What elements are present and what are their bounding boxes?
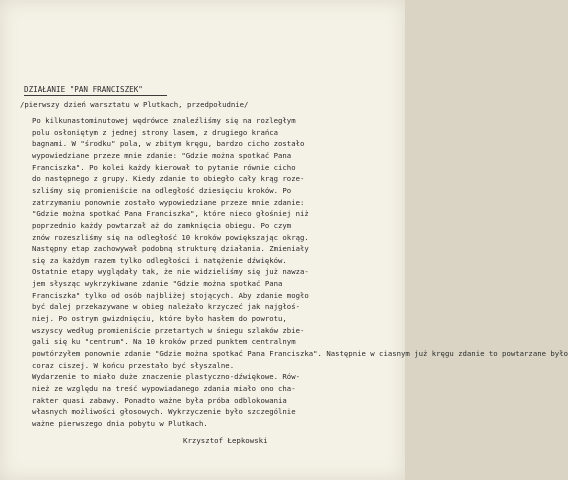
body-line: polu osłoniętym z jednej strony lasem, z drugiego krańca	[32, 127, 279, 137]
body-line: wypowiedziane przeze mnie zdanie: "Gdzie można spotkać Pana	[32, 150, 292, 160]
body-line: zatrzymaniu ponownie zostało wypowiedziane przeze mnie zdanie:	[32, 197, 305, 207]
body-line: coraz ciszej. W końcu przestało być słyszalne.	[32, 360, 235, 370]
body-line: Następny etap zachowywał podobną strukturę działania. Zmieniały	[32, 244, 309, 254]
body-line: ważne pierwszego dnia pobytu w Plutkach.	[32, 418, 208, 428]
document-subtitle: /pierwszy dzień warsztatu w Plutkach, przedpołudnie/	[20, 100, 249, 109]
body-line: bagnami. W "środku" pola, w zbitym kręgu, bardzo cicho zostało	[32, 139, 305, 149]
body-line: Po kilkunastominutowej wędrówce znaleźliśmy się na rozległym	[32, 116, 296, 125]
body-line: być dalej przekazywane w obieg należało krzyczeć jak najgłoś-	[32, 302, 300, 312]
body-line: rakter quasi zabawy. Ponadto ważne była próba odblokowania	[32, 395, 287, 405]
body-line: wszyscy według promieniście przetartych w śniegu szlaków zbie-	[32, 325, 305, 335]
body-line: niej. Po ostrym gwizdnięciu, które było hasłem do powrotu,	[32, 314, 287, 324]
body-line: się za każdym razem tylko odległości i natężenie dźwięków.	[32, 255, 287, 265]
body-line: "Gdzie można spotkać Pana Franciszka", które nieco głośniej niż	[32, 209, 309, 219]
body-line: do następnego z grupy. Kiedy zdanie to obiegło cały krąg roze-	[32, 174, 305, 184]
document-title: DZIAŁANIE "PAN FRANCISZEK"	[24, 85, 143, 94]
author-signature: Krzysztof Łepkowski	[183, 436, 268, 445]
body-line: Franciszka". Po kolei każdy kierował to pytanie równie cicho	[32, 162, 296, 172]
body-line: jem słysząc wykrzykiwane zdanie "Gdzie można spotkać Pana	[32, 279, 283, 289]
body-line: powtórzyłem ponownie zdanie "Gdzie można spotkać Pana Franciszka". Następnie w ciasnym już kręgu zdanie to powtarzane było	[32, 349, 568, 358]
body-line: szliśmy się promieniście na odległość dziesięciu kroków. Po	[32, 185, 292, 195]
body-line: poprzednio każdy powtarzał aż do zamknięcia obiegu. Po czym	[32, 220, 292, 230]
body-line: Wydarzenie to miało duże znaczenie plastyczno-dźwiękowe. Rów-	[32, 372, 300, 382]
body-line: nież ze względu na treść wypowiadanego zdania miało ono cha-	[32, 383, 296, 393]
title-underline	[24, 95, 167, 96]
body-line: Franciszka" tylko od osób najbliżej stojących. Aby zdanie mogło	[32, 290, 309, 300]
body-line: gali się ku "centrum". Na 10 kroków przed punktem centralnym	[32, 337, 296, 347]
body-line: Ostatnie etapy wyglądały tak, że nie widzieliśmy się już nawza-	[32, 267, 309, 277]
body-line: znów rozeszliśmy się na odległość 10 kroków powiększając okrąg.	[32, 232, 309, 242]
body-line: własnych możliwości głosowych. Wykrzyczenie było szczególnie	[32, 407, 296, 417]
